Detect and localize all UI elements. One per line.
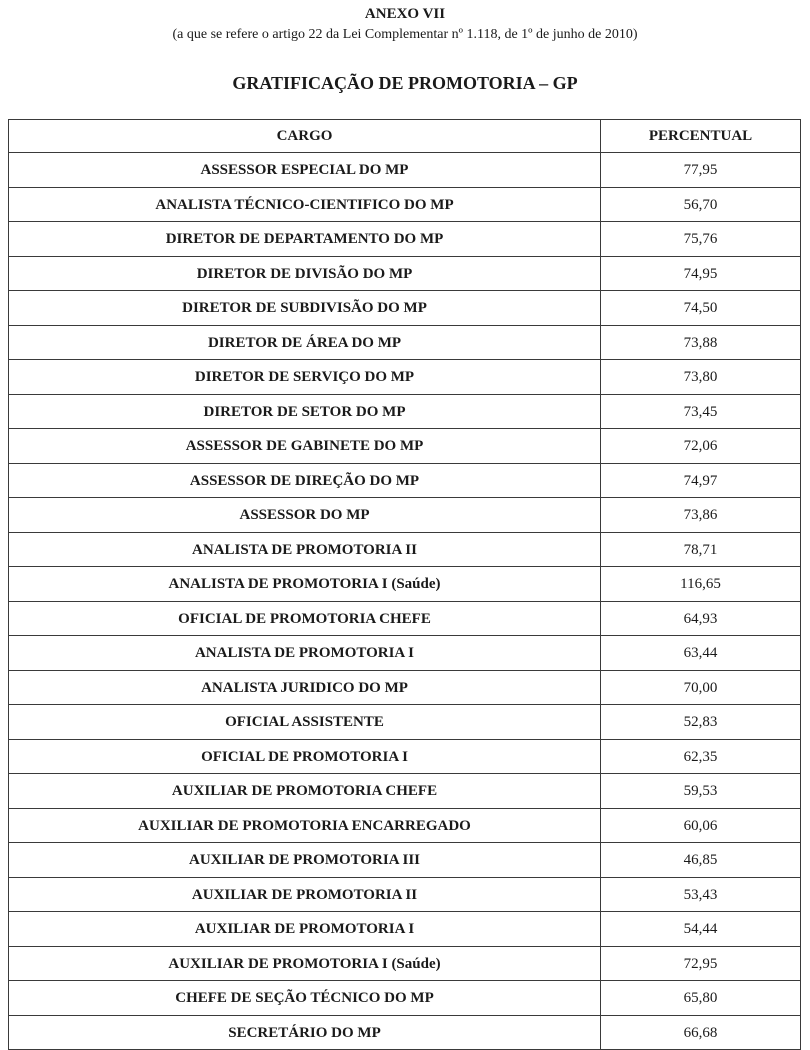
percentual-cell: 63,44: [601, 636, 801, 671]
cargo-cell: SECRETÁRIO DO MP: [9, 1015, 601, 1050]
percentual-cell: 62,35: [601, 739, 801, 774]
table-row: [9, 739, 801, 774]
percentual-cell: 66,68: [601, 1015, 801, 1050]
percentual-cell: 52,83: [601, 705, 801, 740]
cargo-cell: AUXILIAR DE PROMOTORIA I (Saúde): [9, 946, 601, 981]
percentual-cell: 77,95: [601, 153, 801, 188]
cargo-cell: DIRETOR DE DEPARTAMENTO DO MP: [9, 222, 601, 257]
percentual-cell: 53,43: [601, 877, 801, 912]
cargo-cell: DIRETOR DE SETOR DO MP: [9, 394, 601, 429]
column-header-cargo: CARGO: [9, 120, 601, 153]
percentual-cell: 75,76: [601, 222, 801, 257]
table-row: [9, 774, 801, 809]
table-row: [9, 187, 801, 222]
percentual-cell: 59,53: [601, 774, 801, 809]
percentual-cell: 70,00: [601, 670, 801, 705]
gratificacao-table: [8, 119, 801, 1050]
cargo-cell: ANALISTA DE PROMOTORIA I: [9, 636, 601, 671]
column-header-percentual: PERCENTUAL: [601, 120, 801, 153]
cargo-cell: AUXILIAR DE PROMOTORIA II: [9, 877, 601, 912]
table-row: [9, 429, 801, 464]
header-row: [9, 120, 801, 153]
page-title: GRATIFICAÇÃO DE PROMOTORIA – GP: [232, 73, 578, 93]
table-row: [9, 981, 801, 1016]
table-row: [9, 256, 801, 291]
table-body: [9, 153, 801, 1050]
percentual-cell: 46,85: [601, 843, 801, 878]
cargo-cell: ANALISTA DE PROMOTORIA I (Saúde): [9, 567, 601, 602]
table-row: [9, 705, 801, 740]
table-row: [9, 153, 801, 188]
cargo-cell: ANALISTA JURIDICO DO MP: [9, 670, 601, 705]
table-row: [9, 877, 801, 912]
cargo-cell: OFICIAL DE PROMOTORIA CHEFE: [9, 601, 601, 636]
cargo-cell: AUXILIAR DE PROMOTORIA CHEFE: [9, 774, 601, 809]
table-row: [9, 291, 801, 326]
cargo-cell: AUXILIAR DE PROMOTORIA III: [9, 843, 601, 878]
cargo-cell: DIRETOR DE SUBDIVISÃO DO MP: [9, 291, 601, 326]
cargo-cell: CHEFE DE SEÇÃO TÉCNICO DO MP: [9, 981, 601, 1016]
table-header: [9, 120, 801, 153]
cargo-cell: ASSESSOR DE GABINETE DO MP: [9, 429, 601, 464]
percentual-cell: 73,80: [601, 360, 801, 395]
table-row: [9, 670, 801, 705]
percentual-cell: 74,50: [601, 291, 801, 326]
percentual-cell: 64,93: [601, 601, 801, 636]
table-row: [9, 325, 801, 360]
cargo-cell: AUXILIAR DE PROMOTORIA I: [9, 912, 601, 947]
percentual-cell: 56,70: [601, 187, 801, 222]
percentual-cell: 74,95: [601, 256, 801, 291]
percentual-cell: 72,06: [601, 429, 801, 464]
table-row: [9, 843, 801, 878]
table-row: [9, 567, 801, 602]
table-row: [9, 601, 801, 636]
cargo-cell: DIRETOR DE ÁREA DO MP: [9, 325, 601, 360]
cargo-cell: OFICIAL ASSISTENTE: [9, 705, 601, 740]
cargo-cell: OFICIAL DE PROMOTORIA I: [9, 739, 601, 774]
table-row: [9, 946, 801, 981]
percentual-cell: 73,88: [601, 325, 801, 360]
table-row: [9, 222, 801, 257]
annex-subtitle: (a que se refere o artigo 22 da Lei Complementar nº 1.118, de 1º de junho de 2010): [172, 27, 638, 42]
percentual-cell: 78,71: [601, 532, 801, 567]
cargo-cell: ANALISTA DE PROMOTORIA II: [9, 532, 601, 567]
percentual-cell: 73,45: [601, 394, 801, 429]
percentual-cell: 72,95: [601, 946, 801, 981]
percentual-cell: 73,86: [601, 498, 801, 533]
cargo-cell: DIRETOR DE SERVIÇO DO MP: [9, 360, 601, 395]
percentual-cell: 54,44: [601, 912, 801, 947]
table-row: [9, 532, 801, 567]
cargo-cell: ASSESSOR ESPECIAL DO MP: [9, 153, 601, 188]
table-row: [9, 912, 801, 947]
percentual-cell: 74,97: [601, 463, 801, 498]
annex-title: ANEXO VII: [364, 6, 446, 22]
cargo-cell: DIRETOR DE DIVISÃO DO MP: [9, 256, 601, 291]
cargo-cell: AUXILIAR DE PROMOTORIA ENCARREGADO: [9, 808, 601, 843]
cargo-cell: ASSESSOR DE DIREÇÃO DO MP: [9, 463, 601, 498]
table-row: [9, 636, 801, 671]
table-row: [9, 360, 801, 395]
percentual-cell: 116,65: [601, 567, 801, 602]
percentual-cell: 60,06: [601, 808, 801, 843]
cargo-cell: ASSESSOR DO MP: [9, 498, 601, 533]
table-row: [9, 394, 801, 429]
table-row: [9, 463, 801, 498]
table-row: [9, 1015, 801, 1050]
table-row: [9, 498, 801, 533]
cargo-cell: ANALISTA TÉCNICO-CIENTIFICO DO MP: [9, 187, 601, 222]
percentual-cell: 65,80: [601, 981, 801, 1016]
table-row: [9, 808, 801, 843]
